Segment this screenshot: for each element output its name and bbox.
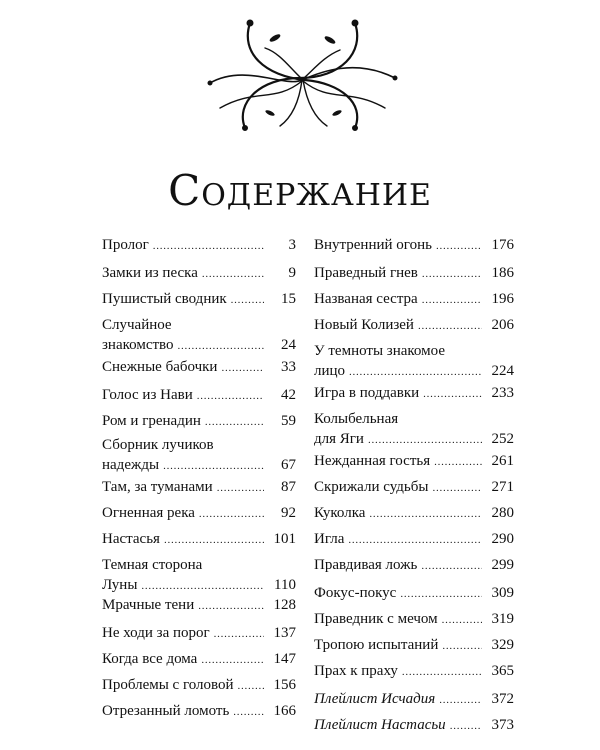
- toc-entry-row: [102, 650, 296, 669]
- toc-entry-page: 271: [491, 479, 514, 495]
- toc-entry-row: [102, 702, 296, 721]
- toc-entry-page: 67: [281, 457, 296, 473]
- toc-entry-page: 156: [273, 677, 296, 693]
- toc-entry[interactable]: [102, 316, 296, 355]
- toc-entry[interactable]: [314, 556, 514, 575]
- toc-entry-page: 261: [491, 453, 514, 469]
- toc-entry-title: Тропою испытаний: [314, 637, 439, 653]
- dot-leader: [214, 625, 264, 643]
- toc-entry[interactable]: [102, 530, 296, 549]
- toc-entry-page: 252: [491, 431, 514, 447]
- toc-entry-title: Праведник с мечом: [314, 611, 438, 627]
- toc-entry-page: 87: [281, 479, 296, 495]
- dot-leader: [442, 611, 482, 629]
- toc-entry[interactable]: [102, 676, 296, 695]
- toc-entry-row: [314, 610, 514, 629]
- toc-entry-title: Внутренний огонь: [314, 237, 432, 253]
- toc-entry-row: [314, 504, 514, 523]
- toc-entry-title: Отрезанный ломоть: [102, 703, 230, 719]
- toc-entry-title: Не ходи за порог: [102, 625, 210, 641]
- toc-entry-title: Куколка: [314, 505, 366, 521]
- title-rest: ОДЕРЖАНИЕ: [201, 178, 432, 213]
- toc-entry-row: [102, 478, 296, 497]
- toc-entry[interactable]: [314, 410, 514, 449]
- toc-entry-row: [314, 636, 514, 655]
- toc-entry[interactable]: [102, 436, 296, 475]
- toc-entry[interactable]: [314, 478, 514, 497]
- toc-entry[interactable]: [102, 556, 296, 595]
- toc-entry-page: 309: [491, 585, 514, 601]
- dot-leader: [436, 237, 482, 255]
- toc-entry-row: [102, 336, 296, 355]
- toc-entry-line: [102, 436, 296, 454]
- toc-entry[interactable]: [314, 316, 514, 335]
- dot-leader: [450, 717, 482, 735]
- toc-entry-row: [102, 596, 296, 615]
- toc-entry-title: Скрижали судьбы: [314, 479, 429, 495]
- dot-leader: [217, 479, 264, 497]
- toc-entry-page: 365: [491, 663, 514, 679]
- toc-entry-page: 329: [491, 637, 514, 653]
- toc-entry-row: [102, 358, 296, 377]
- toc-entry-title: Колыбельная: [314, 411, 399, 427]
- toc-entry-page: 101: [273, 531, 296, 547]
- toc-entry-title: У темноты знакомое: [314, 343, 445, 359]
- toc-entry-title: Когда все дома: [102, 651, 198, 667]
- toc-entry[interactable]: [102, 478, 296, 497]
- dot-leader: [422, 265, 482, 283]
- toc-entry-title: Игла: [314, 531, 345, 547]
- toc-entry-page: 166: [273, 703, 296, 719]
- toc-entry[interactable]: [102, 412, 296, 431]
- dot-leader: [201, 651, 264, 669]
- toc-entry-row: [102, 504, 296, 523]
- toc-entry-title: Огненная река: [102, 505, 195, 521]
- toc-entry-title: Сборник лучиков: [102, 437, 214, 453]
- toc-entry-title: Фокус-покус: [314, 585, 397, 601]
- toc-entry-row: [102, 386, 296, 405]
- dot-leader: [432, 479, 482, 497]
- toc-entry[interactable]: [314, 636, 514, 655]
- toc-entry-row: [314, 264, 514, 283]
- toc-entry-page: 147: [273, 651, 296, 667]
- dot-leader: [231, 291, 264, 309]
- toc-entry-title: Замки из песка: [102, 265, 198, 281]
- dot-leader: [349, 363, 482, 381]
- toc-entry-title: Нежданная гостья: [314, 453, 431, 469]
- toc-entry-title: Новый Колизей: [314, 317, 414, 333]
- toc-entry-page: 299: [491, 557, 514, 573]
- toc-entry-title: Снежные бабочки: [102, 359, 218, 375]
- toc-entry-page: 373: [491, 717, 514, 733]
- toc-entry-row: [102, 624, 296, 643]
- toc-entry-title: Случайное: [102, 317, 172, 333]
- toc-entry[interactable]: [314, 384, 514, 403]
- toc-entry-title: Настасья: [102, 531, 160, 547]
- toc-entry-page: 128: [273, 597, 296, 613]
- dot-leader: [422, 291, 482, 309]
- toc-entry-page: 224: [491, 363, 514, 379]
- dot-leader: [434, 453, 482, 471]
- dot-leader: [400, 585, 482, 603]
- toc-entry[interactable]: [102, 650, 296, 669]
- dot-leader: [198, 597, 264, 615]
- toc-entry-row: [314, 662, 514, 681]
- dot-leader: [199, 505, 264, 523]
- toc-entry-page: 372: [491, 691, 514, 707]
- dot-leader: [368, 431, 482, 449]
- toc-entry-title: для Яги: [314, 431, 364, 447]
- toc-entry-row: [314, 362, 514, 381]
- dot-leader: [423, 385, 482, 403]
- toc-entry-title: Там, за туманами: [102, 479, 213, 495]
- toc-entry-page: 42: [281, 387, 296, 403]
- toc-entry-title: Темная сторона: [102, 557, 203, 573]
- toc-entry[interactable]: [102, 358, 296, 377]
- toc-entry-row: [314, 716, 514, 735]
- toc-entry[interactable]: [102, 236, 296, 255]
- toc-entry-row: [102, 576, 296, 595]
- decorative-flourish-icon: [205, 8, 400, 138]
- toc-entry-title: Пушистый сводник: [102, 291, 227, 307]
- toc-entry[interactable]: [314, 236, 514, 255]
- toc-entry-row: [102, 530, 296, 549]
- toc-entry[interactable]: [314, 530, 514, 549]
- dot-leader: [197, 387, 264, 405]
- toc-entry-row: [314, 430, 514, 449]
- toc-entry-row: [314, 316, 514, 335]
- toc-entry[interactable]: [102, 290, 296, 309]
- toc-entry-page: 92: [281, 505, 296, 521]
- dot-leader: [369, 505, 482, 523]
- toc-entry-page: 110: [274, 577, 296, 593]
- toc-entry[interactable]: [102, 596, 296, 615]
- toc-entry-page: 290: [491, 531, 514, 547]
- toc-entry[interactable]: [314, 264, 514, 283]
- toc-entry-page: 137: [273, 625, 296, 641]
- toc-entry-page: 3: [288, 237, 296, 253]
- toc-entry-title: лицо: [314, 363, 346, 379]
- dot-leader: [163, 457, 264, 475]
- toc-entry[interactable]: [314, 662, 514, 681]
- toc-entry-page: 176: [491, 237, 514, 253]
- toc-entry-title: Луны: [102, 577, 138, 593]
- toc-entry-title: Голос из Нави: [102, 387, 193, 403]
- dot-leader: [178, 337, 264, 355]
- toc-entry-page: 33: [281, 359, 296, 375]
- toc-entry[interactable]: [314, 716, 514, 735]
- toc-entry[interactable]: [314, 690, 514, 709]
- toc-entry-title: Плейлист Исчадия: [314, 691, 436, 707]
- dot-leader: [202, 265, 264, 283]
- dot-leader: [164, 531, 264, 549]
- toc-entry-title: Проблемы с головой: [102, 677, 234, 693]
- toc-entry-row: [314, 530, 514, 549]
- toc-entry-title: Прах к праху: [314, 663, 398, 679]
- page-title: [0, 166, 600, 215]
- toc-entry-line: [314, 410, 514, 428]
- dot-leader: [153, 237, 264, 255]
- toc-entry-title: Названая сестра: [314, 291, 418, 307]
- toc-entry-row: [314, 478, 514, 497]
- toc-entry-page: 319: [491, 611, 514, 627]
- toc-entry-title: Праведный гнев: [314, 265, 418, 281]
- toc-entry[interactable]: [102, 624, 296, 643]
- toc-entry-title: знакомство: [102, 337, 174, 353]
- toc-entry-page: 206: [491, 317, 514, 333]
- toc-entry-row: [102, 264, 296, 283]
- toc-entry-page: 15: [281, 291, 296, 307]
- toc-entry-row: [314, 452, 514, 471]
- dot-leader: [442, 637, 482, 655]
- dot-leader: [205, 413, 264, 431]
- toc-entry[interactable]: [314, 290, 514, 309]
- dot-leader: [233, 703, 264, 721]
- toc-entry-row: [102, 236, 296, 255]
- toc-entry-page: 186: [491, 265, 514, 281]
- toc-entry-page: 24: [281, 337, 296, 353]
- toc-entry-row: [314, 384, 514, 403]
- toc-entry-row: [314, 556, 514, 575]
- toc-entry-row: [314, 690, 514, 709]
- toc-entry-row: [314, 584, 514, 603]
- toc-entry-page: 9: [288, 265, 296, 281]
- dot-leader: [418, 317, 482, 335]
- toc-entry[interactable]: [314, 504, 514, 523]
- toc-entry-page: 59: [281, 413, 296, 429]
- dot-leader: [402, 663, 482, 681]
- toc-entry-line: [314, 342, 514, 360]
- toc-entry-row: [102, 676, 296, 695]
- dot-leader: [439, 691, 482, 709]
- toc-entry-row: [102, 456, 296, 475]
- toc-entry[interactable]: [314, 610, 514, 629]
- dot-leader: [141, 577, 264, 595]
- toc-entry-line: [102, 556, 296, 574]
- toc-entry-title: надежды: [102, 457, 160, 473]
- toc-entry-row: [314, 236, 514, 255]
- title-initial: С: [168, 166, 202, 215]
- toc-entry-page: 280: [491, 505, 514, 521]
- toc-entry-row: [314, 290, 514, 309]
- toc-entry-title: Правдивая ложь: [314, 557, 418, 573]
- dot-leader: [221, 359, 264, 377]
- toc-entry[interactable]: [314, 584, 514, 603]
- toc-entry[interactable]: [102, 504, 296, 523]
- toc-entry-title: Ром и гренадин: [102, 413, 201, 429]
- toc-entry-row: [102, 290, 296, 309]
- toc-entry[interactable]: [102, 264, 296, 283]
- toc-entry-title: Игра в поддавки: [314, 385, 420, 401]
- dot-leader: [421, 557, 482, 575]
- toc-entry-page: 233: [491, 385, 514, 401]
- toc-entry-title: Плейлист Настасьи: [314, 717, 446, 733]
- toc-entry-line: [102, 316, 296, 334]
- toc-entry-row: [102, 412, 296, 431]
- toc-entry-title: Мрачные тени: [102, 597, 195, 613]
- toc-entry[interactable]: [314, 452, 514, 471]
- toc-entry-page: 196: [491, 291, 514, 307]
- toc-entry[interactable]: [314, 342, 514, 381]
- toc-entry-title: Пролог: [102, 237, 149, 253]
- toc-entry[interactable]: [102, 386, 296, 405]
- dot-leader: [348, 531, 482, 549]
- dot-leader: [238, 677, 264, 695]
- toc-entry[interactable]: [102, 702, 296, 721]
